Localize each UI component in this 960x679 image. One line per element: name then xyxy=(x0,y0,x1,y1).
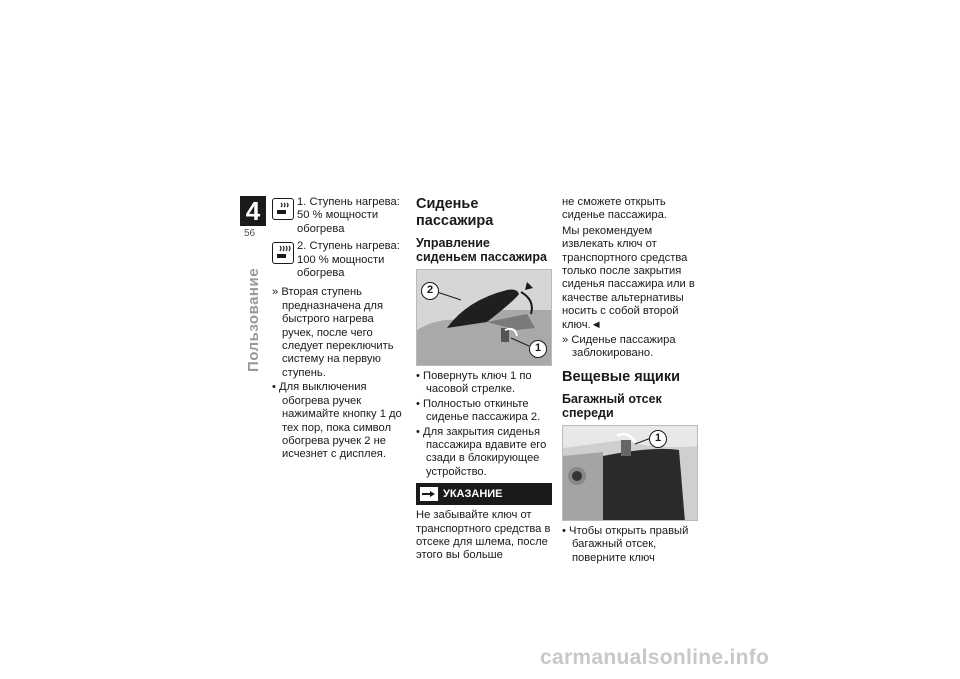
heat-level-1-text: 1. Ступень нагрева: 50 % мощности обогрева xyxy=(297,196,400,235)
heat-level-2-line-b: 100 % мощности обогрева xyxy=(297,253,385,280)
passenger-seat-illustration xyxy=(416,269,552,366)
notice-label: УКАЗАНИЕ xyxy=(443,487,503,500)
chapter-number: 4 xyxy=(240,196,266,226)
body-text: не сможете открыть сиденье пассажира. xyxy=(562,196,667,222)
heat-level-2-line-a: 2. Ступень нагрева: xyxy=(297,240,400,253)
subsection-heading: Управление сиденьем пассажира xyxy=(416,236,547,264)
info-note: » Вторая ступень предназначена для быстрого нагрева ручек, после чего следует переключить систему на первую ступень. xyxy=(272,286,394,379)
section-heading: Вещевые ящики xyxy=(562,368,681,385)
section-title-text: Пользование xyxy=(245,267,262,372)
bullet-item: • Чтобы открыть правый багажный отсек, поверните ключ xyxy=(562,524,689,564)
callout-1: 1 xyxy=(649,430,667,448)
watermark: carmanualsonline.info xyxy=(540,646,770,669)
bullet-item: • Полностью откиньте сиденье пассажира 2. xyxy=(416,397,541,424)
body-text: Мы рекомендуем извлекать ключ от транспортного средства только после закрытия сиденья пассажира или в качестве альтернативы носить с собой второй ключ.◄ xyxy=(562,224,695,331)
column-3 xyxy=(562,196,698,566)
notice-text: Не забывайте ключ от транспортного средства в отсеке для шлема, после этого вы больше xyxy=(416,509,551,562)
pointing-hand-icon xyxy=(420,487,438,501)
grip-heat-icon xyxy=(272,198,294,220)
info-note: » Сиденье пассажира заблокировано. xyxy=(562,334,676,360)
notice-bar xyxy=(416,483,552,505)
column-1 xyxy=(272,196,402,463)
bullet-item: • Для закрытия сиденья пассажира вдавите его сзади в блокирующее устройство. xyxy=(416,425,547,478)
callout-1: 1 xyxy=(529,340,547,358)
heat-level-2-row xyxy=(272,240,402,280)
subsection-heading: Багажный отсек спереди xyxy=(562,391,662,420)
heat-level-1-row xyxy=(272,196,402,236)
front-storage-illustration xyxy=(562,425,698,521)
front-storage-drawing xyxy=(563,426,698,521)
column-2 xyxy=(416,196,552,565)
bullet-item: • Для выключения обогрева ручек нажимайте кнопку 1 до тех пор, пока символ обогрева ручек 2 не исчезнет с дисплея. xyxy=(272,381,402,461)
page-number: 56 xyxy=(244,228,256,239)
callout-2: 2 xyxy=(421,282,439,300)
section-heading: Сиденье пассажира xyxy=(416,196,494,229)
heat-level-2-text xyxy=(297,240,402,280)
grip-heat-icon xyxy=(272,242,294,264)
bullet-item: • Повернуть ключ 1 по часовой стрелке. xyxy=(416,370,532,396)
section-title-vertical xyxy=(244,262,264,372)
